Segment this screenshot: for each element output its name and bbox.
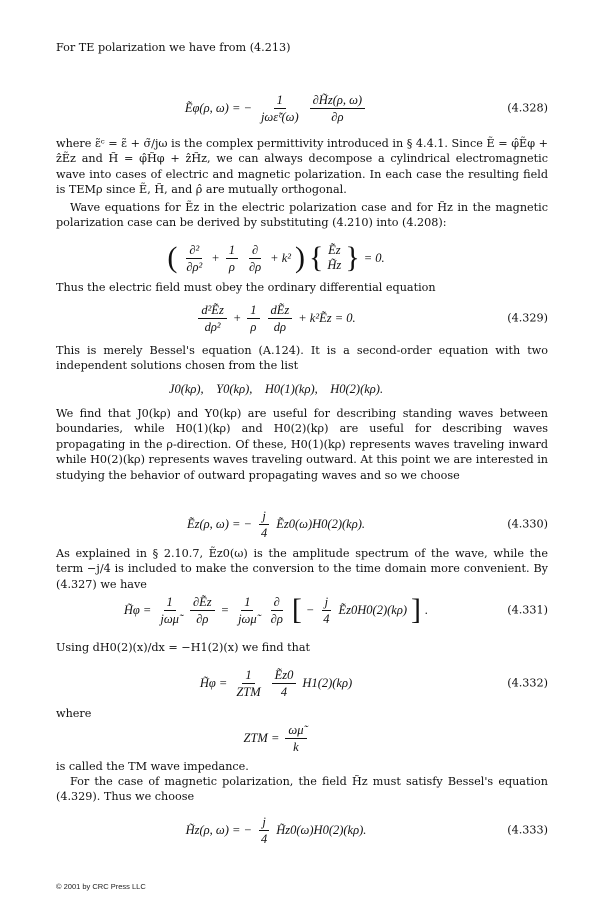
eq332-n2: Ẽz0: [272, 668, 297, 684]
eq-wave-lparen: (: [167, 241, 178, 274]
eq333-lhs: H̃z(ρ, ω) = −: [185, 822, 252, 837]
equation-4-328: [56, 88, 548, 128]
eq-wave-plus: +: [211, 250, 220, 265]
eq333-n: j: [259, 815, 268, 831]
eq-wave-d2d: ρ: [228, 259, 235, 274]
eq331-eq: =: [220, 602, 230, 617]
eq329-d2: ρ: [250, 319, 257, 334]
tm-impedance-text: is called the TM wave impedance.: [56, 760, 249, 773]
eq-ztm-lhs: ZTM =: [243, 730, 280, 745]
eq332-number: (4.332): [507, 676, 548, 690]
eq332-n1: 1: [242, 668, 254, 684]
eq331-number: (4.331): [507, 603, 548, 617]
eq333-rhs: H̃z0(ω)H0(2)(kρ).: [276, 822, 367, 837]
eq331-minus: −: [305, 602, 315, 617]
eq331-dot: .: [425, 602, 429, 617]
eq330-lhs: Ẽz(ρ, ω) = −: [186, 516, 252, 531]
eq328-den2: ∂ρ: [331, 109, 344, 124]
eq330-n: j: [259, 509, 268, 525]
equation-4-333: [56, 810, 548, 850]
paragraph-tm-impedance: [56, 759, 548, 774]
eq-ztm-n: ωμ̃: [285, 723, 306, 739]
paragraph-intro: For TE polarization we have from (4.213): [56, 41, 291, 54]
paragraph-decompose: where ε̃ᶜ = ε̃ + σ̃/jω is the complex permittivity introduced in § 4.4.1. Since Ẽ = φ̂Ẽφ + ẑẼz and H̃ = φ̂H̃φ + ẑH̃z, we can always decompose a cylindrical electromagnetic wave into cases of electric and magnetic polarization. In each case the resulting field is TEMρ since Ẽ, H̃, and ρ̂ are mutually orthogonal.: [56, 137, 548, 197]
eq-list-text: J0(kρ), Y0(kρ), H0(1)(kρ), H0(2)(kρ).: [168, 381, 384, 396]
eq329-n2: 1: [247, 303, 259, 319]
eq331-d3: jωμ̃: [238, 611, 257, 626]
eq329-d3: dρ: [273, 319, 286, 334]
eq-wave-d1d: ∂ρ²: [186, 259, 203, 274]
eq331-n2: ∂Ẽz: [190, 595, 215, 611]
eq329-n1: d²Ẽz: [198, 303, 227, 319]
eq-wave-rhs: = 0.: [363, 250, 385, 265]
eq331-inner: Ẽz0H0(2)(kρ): [338, 602, 408, 617]
equation-4-329: [56, 298, 548, 338]
eq329-rest: + k²Ẽz = 0.: [298, 310, 356, 325]
eq331-rbracket: ]: [411, 593, 422, 626]
eq-wave-d2n: 1: [226, 243, 238, 259]
eq-wave-d3n: ∂: [249, 243, 261, 259]
paragraph-ode: Thus the electric field must obey the ordinary differential equation: [56, 281, 436, 294]
eq328-lhs: Ẽφ(ρ, ω) = −: [184, 100, 252, 115]
eq328-number: (4.328): [507, 101, 548, 115]
eq331-d1: jωμ̃: [160, 611, 179, 626]
paragraph-wave-equations: Wave equations for Ẽz in the electric polarization case and for H̃z in the magnetic polarization case can be derived by substituting (4.210) into (4.208):: [56, 201, 548, 230]
eq332-rhs: H1(2)(kρ): [302, 675, 353, 690]
eq332-lhs: H̃φ =: [199, 675, 228, 690]
paragraph-using: Using dH0(2)(x)/dx = −H1(2)(x) we find that: [56, 641, 311, 654]
paragraph-where: where: [56, 707, 92, 720]
eq331-n4: ∂: [271, 595, 283, 611]
eq331-d2: ∂ρ: [196, 611, 209, 626]
eq332-d1: ZTM: [236, 684, 261, 699]
eq332-d2: 4: [280, 684, 288, 699]
eq329-d1: dρ²: [204, 319, 221, 334]
eq331-n1: 1: [164, 595, 176, 611]
eq333-d: 4: [261, 831, 268, 846]
eq330-number: (4.330): [507, 517, 548, 531]
eq331-n5: j: [322, 595, 331, 611]
eq329-plus: +: [232, 310, 242, 325]
equation-4-330: [56, 504, 548, 544]
equation-4-331: [56, 590, 548, 630]
eq328-num: 1: [274, 93, 286, 109]
eq330-rhs: Ẽz0(ω)H0(2)(kρ).: [276, 516, 366, 531]
equation-4-332: [56, 663, 548, 703]
eq-wave-top: Ẽz: [328, 243, 341, 257]
paragraph-bessel: This is merely Bessel's equation (A.124). It is a second-order equation with two independent solutions chosen from the list: [56, 344, 548, 373]
eq-wave-d1n: ∂²: [186, 243, 202, 259]
eq329-number: (4.329): [507, 311, 548, 325]
eq333-number: (4.333): [507, 823, 548, 837]
paragraph-magnetic: For the case of magnetic polarization, the field H̃z must satisfy Bessel's equation (4.329). Thus we choose: [56, 775, 548, 804]
eq331-lbracket: [: [291, 593, 302, 626]
eq-wave-bot: H̃z: [327, 258, 342, 272]
copyright-footer: © 2001 by CRC Press LLC: [56, 882, 146, 891]
eq328-den: jωε̃ᶜ(ω): [260, 109, 299, 124]
eq331-n3: 1: [241, 595, 253, 611]
equation-wave: [56, 236, 548, 280]
eq-wave-lbrace: {: [309, 241, 324, 274]
eq-wave-k: + k²: [270, 250, 291, 265]
eq330-d: 4: [261, 525, 268, 540]
eq328-num2: ∂H̃z(ρ, ω): [310, 93, 365, 109]
eq-ztm-d: k: [293, 739, 299, 754]
paragraph-solutions: We find that J0(kρ) and Y0(kρ) are useful for describing standing waves between boundaries, while H0(1)(kρ) and H0(2)(kρ) are useful for describing waves propagating in the ρ-direction. Of these, H0(1)(kρ) represents waves traveling inward while H0(2)(kρ) represents waves traveling outward. At this point we are interested in studying the behavior of outward propagating waves and so we choose: [56, 407, 548, 482]
eq331-d4: ∂ρ: [270, 611, 283, 626]
eq-wave-d3d: ∂ρ: [248, 259, 262, 274]
eq-wave-rbrace: }: [345, 241, 360, 274]
equation-solution-list: [56, 376, 548, 402]
eq331-d5: 4: [323, 611, 330, 626]
eq331-lhs: H̃φ =: [123, 602, 152, 617]
eq-wave-rparen: ): [295, 241, 305, 274]
paragraph-amplitude: As explained in § 2.10.7, Ẽz0(ω) is the amplitude spectrum of the wave, while the term −j/4 is included to make the conversion to the time domain more convenient. By (4.327) we have: [56, 547, 548, 591]
equation-ztm: [56, 718, 548, 758]
eq329-n3: dẼz: [268, 303, 293, 319]
